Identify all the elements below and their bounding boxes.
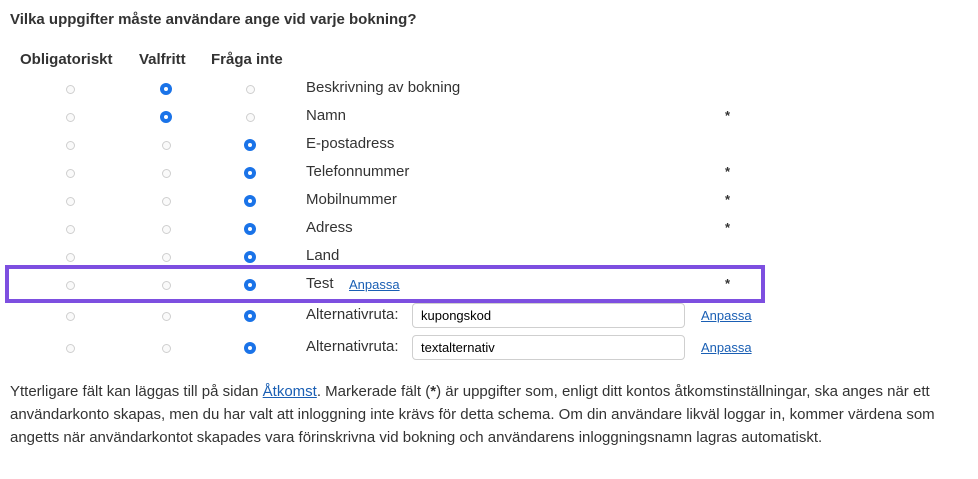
field-label: Telefonnummer — [306, 163, 410, 180]
field-row-phone — [0, 159, 978, 187]
radio-required[interactable] — [66, 141, 75, 150]
radio-optional[interactable] — [162, 197, 171, 206]
radio-dont-ask[interactable] — [244, 279, 256, 291]
field-label: Alternativruta: — [306, 306, 399, 323]
required-star: * — [725, 192, 731, 207]
radio-optional[interactable] — [162, 312, 171, 321]
radio-optional[interactable] — [162, 344, 171, 353]
field-label: Namn — [306, 107, 347, 124]
custom-field-input[interactable] — [412, 335, 685, 360]
required-star: * — [725, 276, 731, 291]
footnote-star: * — [430, 383, 437, 400]
radio-dont-ask[interactable] — [246, 85, 255, 94]
required-star: * — [725, 220, 731, 235]
access-link[interactable]: Åtkomst — [262, 383, 317, 400]
field-row-description — [0, 75, 978, 103]
field-label: Land — [306, 247, 340, 264]
radio-optional[interactable] — [160, 111, 172, 123]
radio-required[interactable] — [66, 281, 75, 290]
footnote — [10, 380, 970, 449]
radio-required[interactable] — [66, 225, 75, 234]
customize-link[interactable]: Anpassa — [701, 340, 752, 355]
field-row-address — [0, 215, 978, 243]
radio-optional[interactable] — [162, 141, 171, 150]
field-row-mobile — [0, 187, 978, 215]
field-row-custom-checkbox-2 — [0, 334, 978, 362]
page-question: Vilka uppgifter måste användare ange vid varje bokning? — [10, 11, 417, 28]
field-row-email — [0, 131, 978, 159]
customize-link[interactable]: Anpassa — [349, 277, 400, 292]
radio-required[interactable] — [66, 344, 75, 353]
radio-dont-ask[interactable] — [244, 251, 256, 263]
field-label: Beskrivning av bokning — [306, 79, 461, 96]
radio-optional[interactable] — [162, 253, 171, 262]
field-row-name — [0, 103, 978, 131]
column-header-required: Obligatoriskt — [20, 51, 113, 68]
radio-required[interactable] — [66, 169, 75, 178]
radio-dont-ask[interactable] — [244, 195, 256, 207]
radio-optional[interactable] — [162, 169, 171, 178]
radio-required[interactable] — [66, 312, 75, 321]
required-star: * — [725, 164, 731, 179]
radio-dont-ask[interactable] — [246, 113, 255, 122]
required-star: * — [725, 108, 731, 123]
footnote-text-1: Ytterligare fält kan läggas till på sidan — [10, 383, 263, 400]
field-label: E-postadress — [306, 135, 395, 152]
radio-required[interactable] — [66, 253, 75, 262]
field-label: Alternativruta: — [306, 338, 399, 355]
radio-required[interactable] — [66, 85, 75, 94]
radio-required[interactable] — [66, 113, 75, 122]
column-header-dont-ask: Fråga inte — [211, 51, 283, 68]
field-row-custom-checkbox-1 — [0, 302, 978, 330]
radio-optional[interactable] — [162, 281, 171, 290]
custom-field-input[interactable] — [412, 303, 685, 328]
field-label: Test — [306, 275, 334, 292]
radio-required[interactable] — [66, 197, 75, 206]
customize-link[interactable]: Anpassa — [701, 308, 752, 323]
radio-dont-ask[interactable] — [244, 167, 256, 179]
radio-optional[interactable] — [162, 225, 171, 234]
radio-dont-ask[interactable] — [244, 310, 256, 322]
footnote-text-3: ) är uppgifter som, enligt ditt kontos åtkomstinställningar, ska anges när ett användarkonto skapas, men du har valt att inloggning inte krävs för detta schema. Om din användare likväl loggar in, kommer värdena som angetts när användarkontot skapades vara förinskrivna vid bokning och användarens inloggningsnamn lagras automatiskt. — [10, 383, 935, 446]
column-header-optional: Valfritt — [139, 51, 186, 68]
field-label: Adress — [306, 219, 353, 236]
field-label: Mobilnummer — [306, 191, 397, 208]
footnote-text-2: . Markerade fält ( — [316, 383, 431, 400]
radio-dont-ask[interactable] — [244, 139, 256, 151]
field-row-test — [0, 271, 978, 299]
radio-dont-ask[interactable] — [244, 342, 256, 354]
radio-optional[interactable] — [160, 83, 172, 95]
radio-dont-ask[interactable] — [244, 223, 256, 235]
